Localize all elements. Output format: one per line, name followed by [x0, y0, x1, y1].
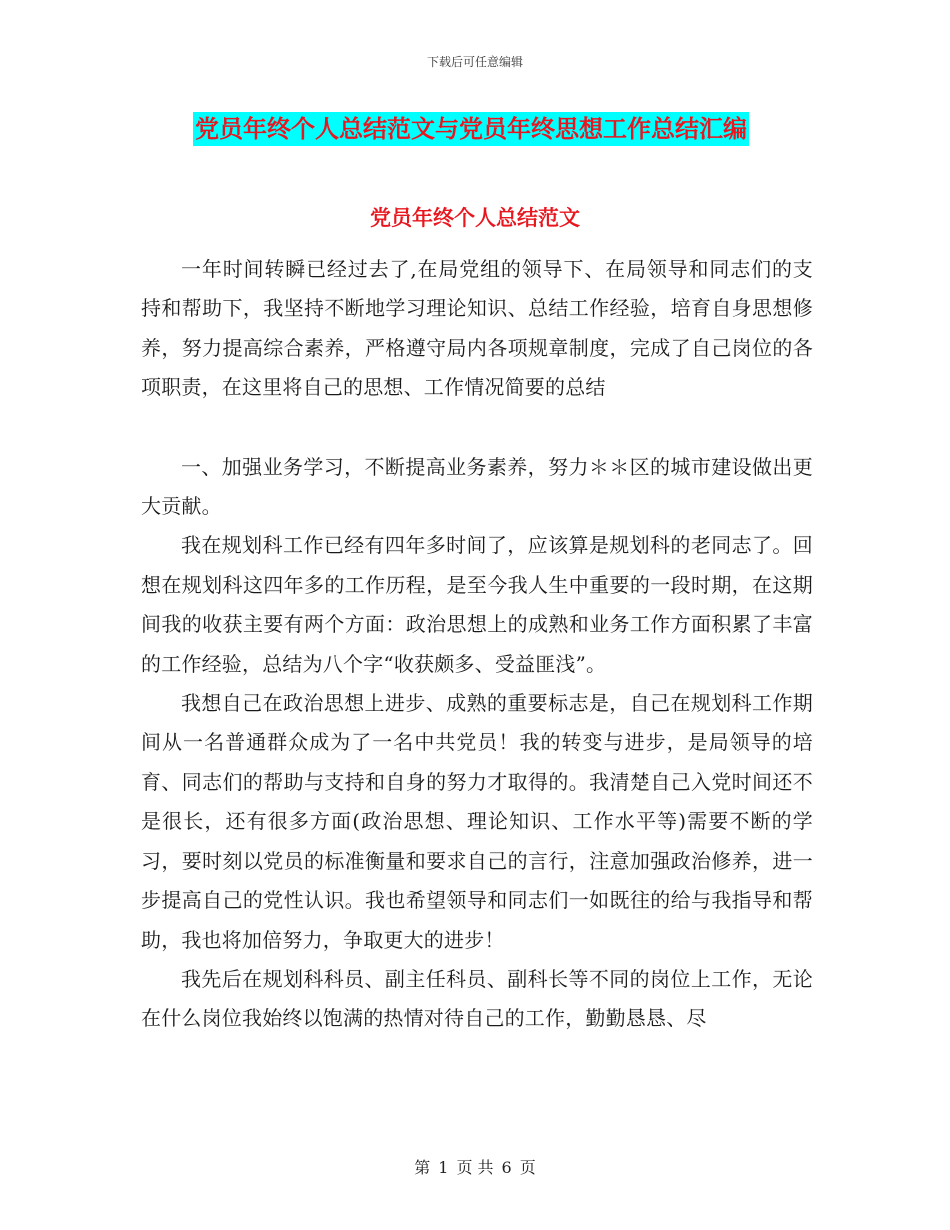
footer-prefix: 第: [414, 1158, 431, 1177]
paragraph-body: 我在规划科工作已经有四年多时间了，应该算是规划科的老同志了。回想在规划科这四年多的工作历程，是至今我人生中重要的一段时期，在这期间我的收获主要有两个方面：政治思想上的成熟和业务工作方面积累了丰富的工作经验，总结为八个字“收获颇多、受益匪浅”。: [141, 533, 813, 676]
paragraph-gap: [141, 408, 813, 448]
paragraph-intro: 一年时间转瞬已经过去了,在局党组的领导下、在局领导和同志们的支持和帮助下，我坚持不断地学习理论知识、总结工作经验，培育自身思想修养，努力提高综合素养，严格遵守局内各项规章制度，完成了自己岗位的各项职责，在这里将自己的思想、工作情况简要的总结: [141, 257, 813, 400]
total-page-number: 6: [501, 1158, 512, 1177]
footer-suffix: 页: [519, 1158, 536, 1177]
document-title: 党员年终个人总结范文与党员年终思想工作总结汇编: [193, 112, 749, 146]
document-body: [141, 250, 813, 1039]
current-page-number: 1: [438, 1158, 449, 1177]
section-title: 党员年终个人总结范文: [370, 206, 580, 230]
footer-middle: 页 共: [456, 1158, 494, 1177]
paragraph-heading-one: 一、加强业务学习，不断提高业务素养，努力＊＊区的城市建设做出更大贡献。: [141, 454, 813, 519]
paragraph-body: 我先后在规划科科员、副主任科员、副科长等不同的岗位上工作，无论在什么岗位我始终以饱满的热情对待自己的工作，勤勤恳恳、尽: [141, 966, 813, 1031]
paragraph-body: 我想自己在政治思想上进步、成熟的重要标志是，自己在规划科工作期间从一名普通群众成为了一名中共党员！我的转变与进步，是局领导的培育、同志们的帮助与支持和自身的努力才取得的。我清楚自己入党时间还不是很长，还有很多方面(政治思想、理论知识、工作水平等)需要不断的学习，要时刻以党员的标准衡量和要求自己的言行，注意加强政治修养，进一步提高自己的党性认识。我也希望领导和同志们一如既往的给与我指导和帮助，我也将加倍努力，争取更大的进步！: [141, 691, 813, 952]
page-footer: [0, 1155, 950, 1178]
header-note: 下载后可任意编辑: [426, 55, 523, 69]
